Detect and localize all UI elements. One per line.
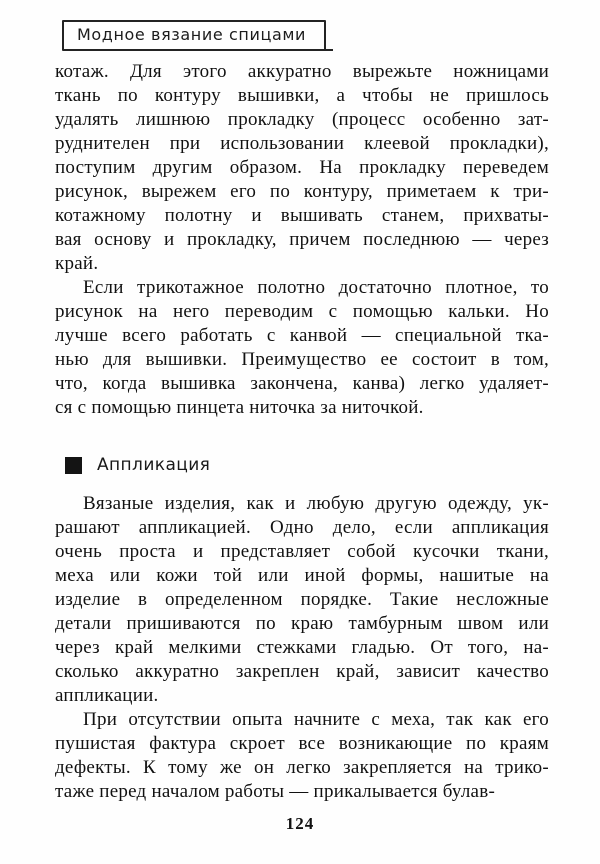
- text-line: рисунок, вырежем его по контуру, приметаем к три-: [55, 181, 549, 202]
- paragraph: [55, 276, 549, 420]
- text-line: ткань по контуру вышивки, а чтобы не пришлось: [55, 85, 549, 106]
- body-text-column: [55, 60, 549, 804]
- paragraph: [55, 60, 549, 276]
- paragraph-group-bottom: [55, 492, 549, 804]
- text-line: через край мелкими стежками гладью. От того, на-: [55, 637, 549, 658]
- section-heading: [65, 453, 549, 477]
- text-line: При отсутствии опыта начните с меха, так как его: [83, 709, 549, 730]
- text-line: котажному полотну и вышивать станем, прихваты-: [55, 205, 549, 226]
- text-line: рисунок на него переводим с помощью кальки. Но: [55, 301, 549, 322]
- text-line: аппликации.: [55, 685, 159, 706]
- text-line: рашают аппликацией. Одно дело, если аппликация: [55, 517, 549, 538]
- text-line: поступим другим образом. На прокладку переведем: [55, 157, 549, 178]
- text-line: пушистая фактура скроет все возникающие по краям: [55, 733, 549, 754]
- running-header: [62, 20, 326, 51]
- text-line: лучше всего работать с канвой — специальной тка-: [55, 325, 549, 346]
- text-line: дефекты. К тому же он легко закрепляется на трико-: [55, 757, 549, 778]
- text-line: котаж. Для этого аккуратно вырежьте ножницами: [55, 61, 549, 82]
- text-line: нью для вышивки. Преимущество ее состоит в том,: [55, 349, 549, 370]
- paragraph-group-top: [55, 60, 549, 420]
- paragraph: [55, 708, 549, 804]
- page-number: 124: [285, 814, 315, 833]
- text-line: изделие в определенном порядке. Такие несложные: [55, 589, 549, 610]
- text-line: таже перед началом работы — прикалывается булав-: [55, 781, 496, 802]
- text-line: вая основу и прокладку, причем последнюю — через: [55, 229, 549, 250]
- text-line: что, когда вышивка закончена, канва) легко удаляет-: [55, 373, 549, 394]
- running-header-text: Модное вязание спицами: [77, 25, 307, 44]
- text-line: руднителен при использовании клеевой прокладки),: [55, 133, 549, 154]
- text-line: Если трикотажное полотно достаточно плотное, то: [83, 277, 549, 298]
- text-line: удалять лишнюю прокладку (процесс особенно зат-: [55, 109, 549, 130]
- text-line: очень проста и представляет собой кусочки ткани,: [55, 541, 549, 562]
- text-line: детали пришиваются по краю тамбурным швом или: [55, 613, 549, 634]
- section-heading-text: Аппликация: [97, 455, 211, 475]
- text-line: меха или кожи той или иной формы, нашитые на: [55, 565, 549, 586]
- text-line: сколько аккуратно закреплен край, зависит качество: [55, 661, 549, 682]
- text-line: ся с помощью пинцета ниточка за ниточкой.: [55, 397, 424, 418]
- paragraph: [55, 492, 549, 708]
- text-line: край.: [55, 253, 99, 274]
- square-bullet-icon: [65, 457, 82, 474]
- text-line: Вязаные изделия, как и любую другую одежду, ук-: [83, 493, 549, 514]
